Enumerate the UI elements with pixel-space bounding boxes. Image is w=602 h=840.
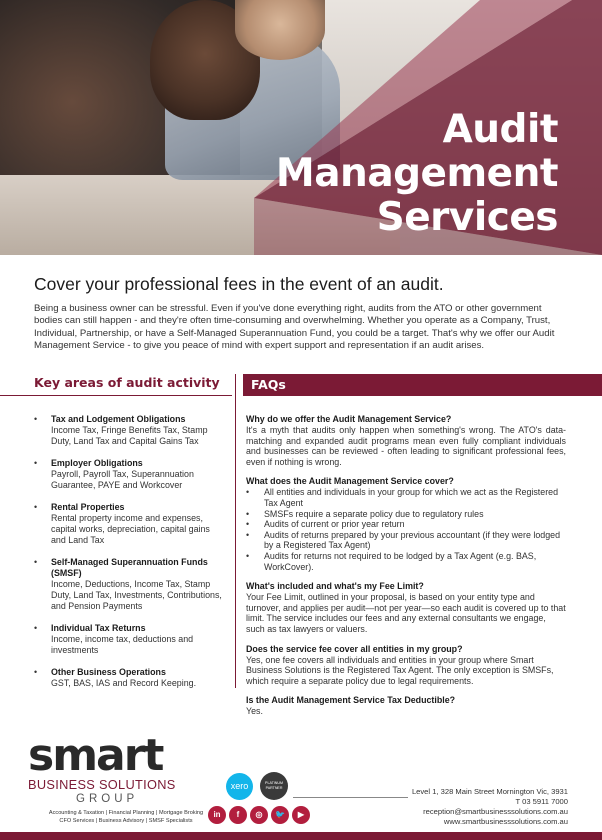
bullet: • [34,458,38,468]
title-line-3: Services [376,195,558,240]
headline: Cover your professional fees in the event of an audit. [34,274,444,294]
intro-paragraph: Being a business owner can be stressful. Even if you've done everything right, audits from the ATO or other government bodies can still happen - and they're often time-consuming and overwhelming. Whether you operate as a Company, Trust, Individual, Partnership, or have a Self-Managed Superannuation Fund, you could be a target. That's why we offer our Audit Management Service - to give you peace of mind with expert support and representation if an audit arises. [34,303,555,352]
list-item [34,414,226,447]
faq-question: What does the Audit Management Service cover? [246,476,454,487]
contact-divider [293,797,408,798]
list-item [34,623,226,656]
page-title [276,108,558,240]
list-item [34,458,226,491]
faq-answer-list [246,487,566,572]
faq-answer: Yes, one fee covers all individuals and entities in your group where Smart Business Solutions is the Registered Tax Agent. The only exception is SMSFs, which require a separate policy due to legal requirements. [246,654,554,686]
facebook-icon[interactable]: f [229,806,247,824]
area-desc: Rental property income and expenses, capital works, depreciation, capital gains and Land Tax [51,513,210,545]
faqs-list [246,414,566,726]
area-title: Self-Managed Superannuation Funds (SMSF) [51,557,208,578]
faq-item [246,476,566,572]
faq-question: Does the service fee cover all entities in my group? [246,643,463,654]
faq-item [246,414,566,467]
list-item [246,509,566,520]
area-desc: GST, BAS, IAS and Record Keeping. [51,678,197,688]
platinum-partner-badge-icon: PLATINUM PARTNER [260,772,288,800]
faq-question: Why do we offer the Audit Management Service? [246,414,452,424]
key-areas-divider [0,395,232,396]
social-links [208,806,310,824]
list-item [34,667,226,689]
bullet: • [34,623,38,633]
bullet: • [246,487,250,498]
bullet: • [246,508,250,519]
faq-question: What's included and what's my Fee Limit? [246,581,424,592]
area-desc: Income Tax, Fringe Benefits Tax, Stamp Duty, Land Tax and Capital Gains Tax [51,425,208,446]
logo-wordmark: smart [28,730,163,781]
company-logo [28,730,176,805]
list-item-text: SMSFs require a separate policy due to regulatory rules [264,508,484,519]
phone: T 03 5911 7000 [515,797,568,806]
services-line-1: Accounting & Taxation | Financial Planning | Mortgage Broking [48,810,204,816]
list-item [34,502,226,546]
area-title: Employer Obligations [51,458,143,468]
address: Level 1, 328 Main Street Mornington Vic, 3931 [411,787,568,796]
list-item-text: Audits of current or prior year return [264,519,405,530]
bullet: • [246,529,250,540]
list-item-text: Audits for returns not required to be lodged by a Tax Agent (e.g. BAS, WorkCover). [264,550,537,572]
services-list [16,810,236,825]
website-link[interactable]: www.smartbusinesssolutions.com.au [443,817,568,826]
area-desc: Payroll, Payroll Tax, Superannuation Guarantee, PAYE and Workcover [51,469,194,490]
logo-group: GROUP [76,793,139,805]
contact-details [412,787,568,827]
list-item [246,519,566,530]
bullet: • [246,519,250,530]
faqs-heading: FAQs [251,377,286,392]
linkedin-icon[interactable]: in [208,806,226,824]
area-title: Individual Tax Returns [51,623,146,633]
email-link[interactable]: reception@smartbusinesssolutions.com.au [423,807,568,816]
area-title: Other Business Operations [51,667,166,677]
bullet: • [34,414,38,424]
column-divider [235,374,236,688]
faq-item [246,695,566,717]
title-line-2: Management [275,151,558,196]
list-item [246,530,566,551]
area-desc: Income, Deductions, Income Tax, Stamp Duty, Land Tax, Investments, Contributions, and Pension Payments [51,579,222,611]
faqs-heading-bar [243,374,602,396]
logo-business-solutions: BUSINESS SOLUTIONS [28,777,176,792]
bullet: • [34,667,38,677]
faq-item [246,644,566,687]
instagram-icon[interactable]: ◎ [250,806,268,824]
list-item [246,551,566,572]
faq-question: Is the Audit Management Service Tax Deductible? [246,695,456,706]
key-areas-list [34,414,226,700]
title-line-1: Audit [442,107,558,152]
area-desc: Income, income tax, deductions and investments [51,634,194,655]
area-title: Tax and Lodgement Obligations [51,414,186,424]
services-line-2: CFO Services | Business Advisory | SMSF Specialists [59,817,193,824]
bottom-brand-bar [0,832,602,840]
faq-answer: Your Fee Limit, outlined in your proposal, is based on your entity type and turnover, and applies per audit—not per year—so each audit is covered up to that limit. The service includes our fees and any external consultants we engage, such as tax lawyers or valuers. [246,592,566,634]
list-item [246,487,566,508]
area-title: Rental Properties [51,502,125,512]
faq-item [246,581,566,634]
faq-answer: Yes. [246,706,263,717]
list-item [34,557,226,612]
bullet: • [246,550,250,561]
faq-answer: It's a myth that audits only happen when something's wrong. The ATO's data-matching and expanded audit programs mean even fully compliant individuals and businesses can be reviewed - often leading to significant professional fees, even if nothing is wrong. [246,425,566,467]
hero-banner [0,0,602,255]
xero-badge-icon: xero [226,773,253,800]
list-item-text: Audits of returns prepared by your previous accountant (if they were lodged by a Registered Tax Agent) [264,529,560,551]
youtube-icon[interactable]: ▶ [292,806,310,824]
bullet: • [34,502,38,512]
list-item-text: All entities and individuals in your group for which we act as the Registered Tax Agent [264,487,559,508]
key-areas-heading: Key areas of audit activity [34,375,220,390]
twitter-icon[interactable]: 🐦 [271,806,289,824]
bullet: • [34,557,38,567]
